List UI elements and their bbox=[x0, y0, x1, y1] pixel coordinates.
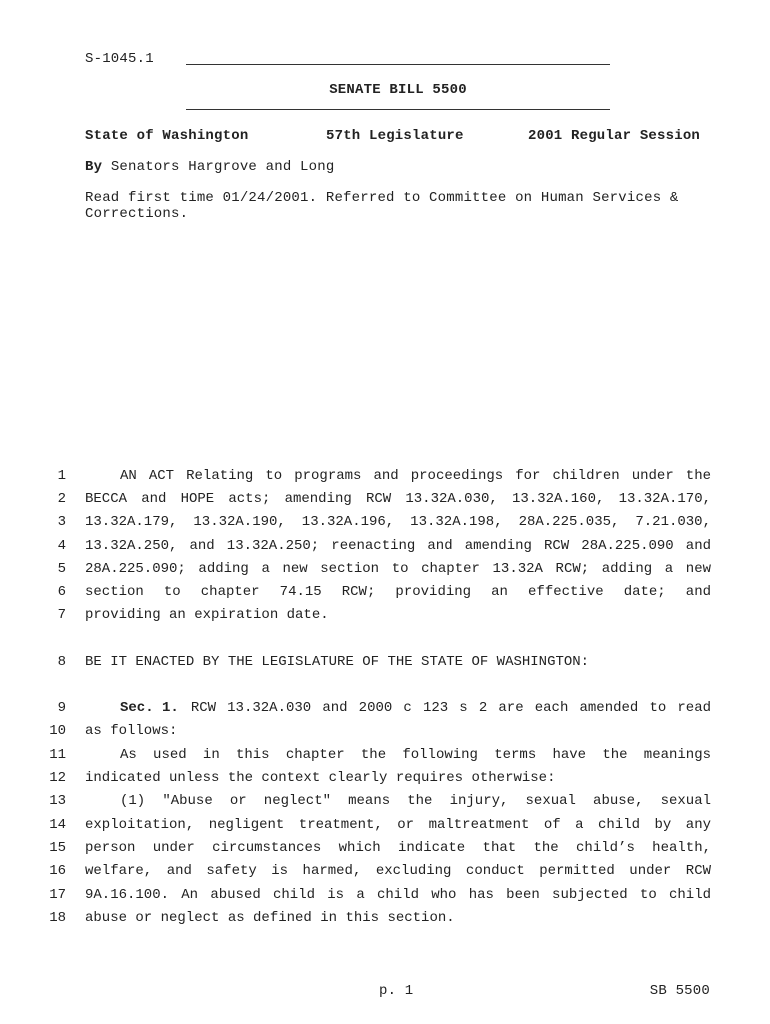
line-text: providing an expiration date. bbox=[85, 607, 329, 623]
header-rule-top bbox=[186, 64, 610, 65]
line-number: 5 bbox=[57, 561, 66, 577]
line-text: (1) "Abuse or neglect" means the injury, sexual abuse, sexual bbox=[120, 793, 711, 809]
line-text: person under circumstances which indicate that the child’s health, bbox=[85, 840, 711, 856]
line-number: 9 bbox=[57, 700, 66, 716]
line-number: 17 bbox=[49, 887, 66, 903]
line-number: 14 bbox=[49, 817, 66, 833]
page-number: p. 1 bbox=[379, 983, 414, 999]
line-text: BECCA and HOPE acts; amending RCW 13.32A.030, 13.32A.160, 13.32A.170, bbox=[85, 491, 711, 507]
line-number: 15 bbox=[49, 840, 66, 856]
line-number: 18 bbox=[49, 910, 66, 926]
line-text: abuse or neglect as defined in this section. bbox=[85, 910, 455, 926]
line-text: As used in this chapter the following terms have the meanings bbox=[120, 747, 711, 763]
section-label: Sec. 1. bbox=[120, 700, 179, 716]
by-label: By bbox=[85, 159, 103, 175]
line-text: 9A.16.100. An abused child is a child who has been subjected to child bbox=[85, 887, 711, 903]
line-text: 28A.225.090; adding a new section to chapter 13.32A RCW; adding a new bbox=[85, 561, 711, 577]
line-number: 1 bbox=[57, 468, 66, 484]
sponsor-line bbox=[85, 159, 334, 175]
line-number: 4 bbox=[57, 538, 66, 554]
line-text: 13.32A.250, and 13.32A.250; reenacting and amending RCW 28A.225.090 and bbox=[85, 538, 711, 554]
read-line-2: Corrections. bbox=[85, 206, 189, 222]
line-number: 12 bbox=[49, 770, 66, 786]
state-label: State of Washington bbox=[85, 128, 249, 144]
line-text: section to chapter 74.15 RCW; providing an effective date; and bbox=[85, 584, 711, 600]
bill-reference: SB 5500 bbox=[649, 983, 710, 999]
enacting-clause: BE IT ENACTED BY THE LEGISLATURE OF THE STATE OF WASHINGTON: bbox=[85, 654, 590, 670]
sponsors: Senators Hargrove and Long bbox=[110, 159, 335, 175]
line-number: 7 bbox=[57, 607, 66, 623]
line-text: RCW 13.32A.030 and 2000 c 123 s 2 are each amended to read bbox=[190, 700, 711, 716]
line-text: exploitation, negligent treatment, or maltreatment of a child by any bbox=[85, 817, 711, 833]
legislature-label: 57th Legislature bbox=[326, 128, 464, 144]
bill-code: S-1045.1 bbox=[85, 51, 154, 67]
line-number: 3 bbox=[57, 514, 66, 530]
line-number: 10 bbox=[49, 723, 66, 739]
line-text: AN ACT Relating to programs and proceedings for children under the bbox=[120, 468, 711, 484]
header-rule-bottom bbox=[186, 109, 610, 110]
line-text: as follows: bbox=[85, 723, 178, 739]
line-number: 2 bbox=[57, 491, 66, 507]
line-number: 13 bbox=[49, 793, 66, 809]
line-number: 8 bbox=[57, 654, 66, 670]
bill-title: SENATE BILL 5500 bbox=[329, 82, 467, 98]
line-number: 16 bbox=[49, 863, 66, 879]
line-number: 11 bbox=[49, 747, 66, 763]
line-text: indicated unless the context clearly requires otherwise: bbox=[85, 770, 556, 786]
line-text: welfare, and safety is harmed, excluding conduct permitted under RCW bbox=[85, 863, 711, 879]
line-number: 6 bbox=[57, 584, 66, 600]
line-text: 13.32A.179, 13.32A.190, 13.32A.196, 13.32A.198, 28A.225.035, 7.21.030, bbox=[85, 514, 711, 530]
section-heading-line bbox=[85, 700, 711, 716]
read-line-1: Read first time 01/24/2001. Referred to Committee on Human Services & bbox=[85, 190, 679, 206]
session-label: 2001 Regular Session bbox=[528, 128, 701, 144]
